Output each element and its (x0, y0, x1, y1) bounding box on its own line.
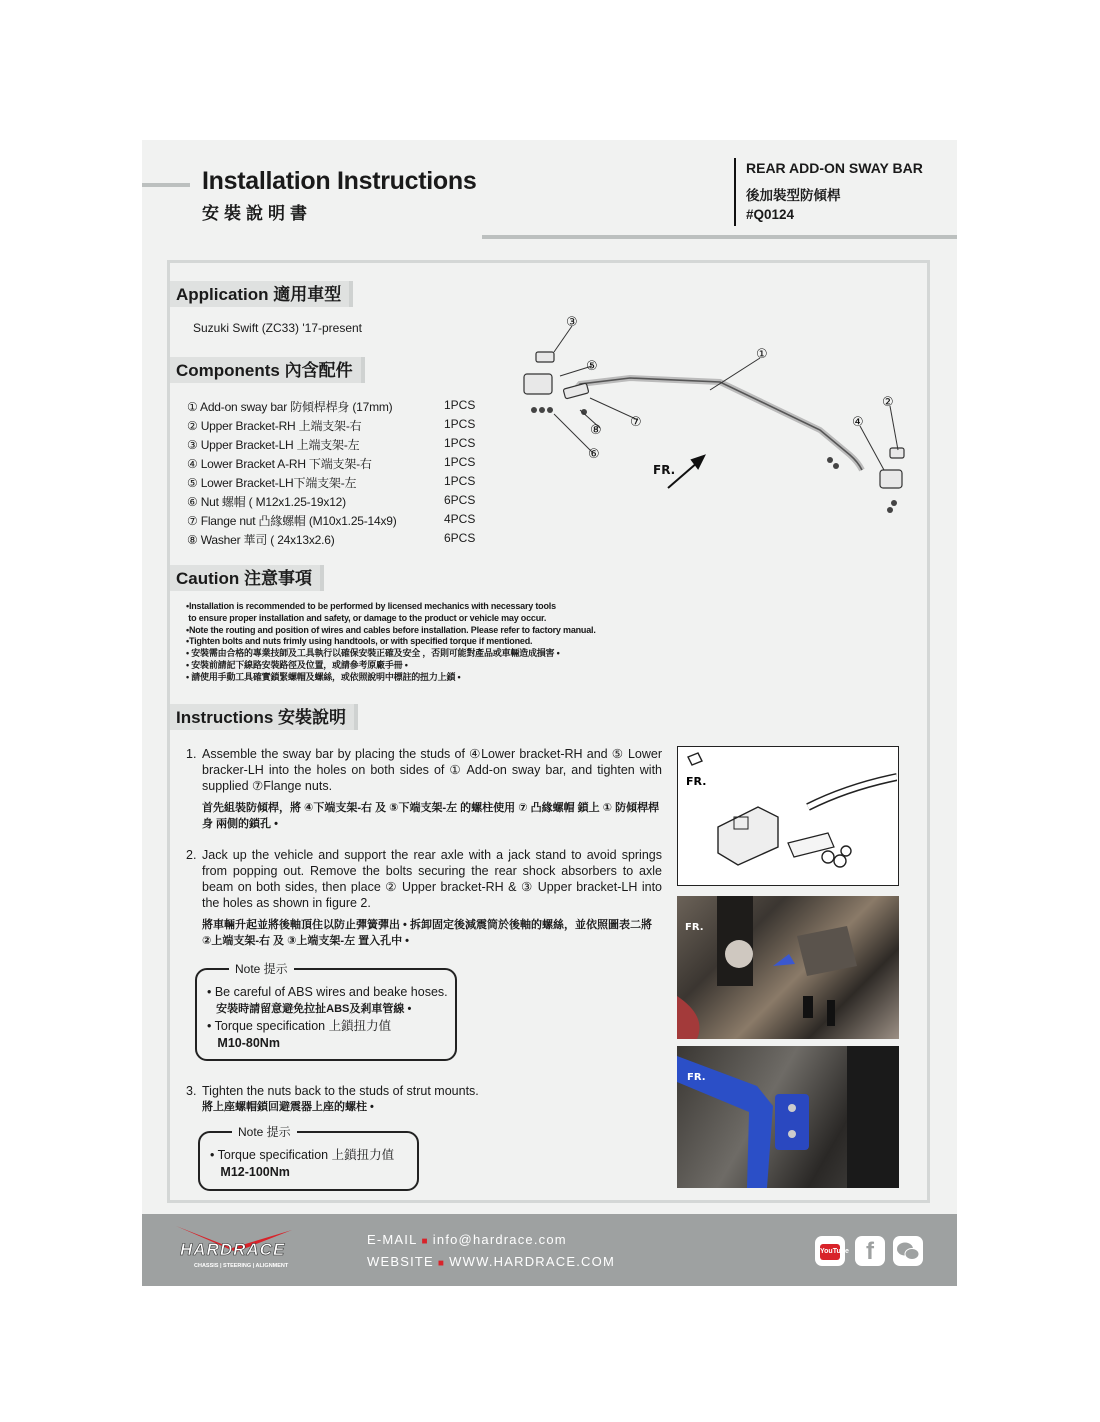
component-qty: 1PCS (444, 398, 476, 412)
component-label: ① Add-on sway bar 防傾桿桿身 (17mm) (187, 400, 393, 414)
step-2 (186, 847, 662, 949)
logo-tagline: CHASSIS | STEERING | ALIGNMENT (194, 1263, 289, 1269)
email-label: E-MAIL (367, 1232, 418, 1247)
callout-5: ⑤ (586, 359, 598, 374)
note-line: 安裝時請留意避免拉扯ABS及剎車管線 • (207, 1003, 412, 1015)
note-line: • Torque specification 上鎖扭力值 (207, 1019, 392, 1033)
note-label: Note 提示 (232, 1123, 297, 1140)
product-name: REAR ADD-ON SWAY BAR (746, 160, 923, 176)
caution-line: •Note the routing and position of wires and cables before installation. Please refer to factory manual. (186, 624, 596, 635)
component-qty: 1PCS (444, 455, 476, 469)
step-text: Assemble the sway bar by placing the studs of ④Lower bracket-RH and ⑤ Lower bracker-LH into the holes on both sides of ① Add-on sway bar, and tighten with supplied ⑦Flange nuts. (202, 747, 662, 793)
step-number: 3. (186, 1084, 197, 1098)
application-vehicle: Suzuki Swift (ZC33) '17-present (193, 321, 363, 335)
callout-6: ⑥ (588, 447, 600, 462)
caution-line: • 安裝需由合格的專業技師及工具執行以確保安裝正確及安全 ，否則可能對產品或車輛造成損害 • (186, 648, 560, 659)
callout-2: ② (882, 395, 894, 410)
component-label: ⑥ Nut 螺帽 ( M12x1.25-19x12) (187, 495, 346, 509)
callout-8: ⑧ (590, 423, 602, 438)
step-text: Jack up the vehicle and support the rear axle with a jack stand to avoid springs from popping out. Remove the bolts securing the rear shock absorbers to axle beam on both sides, then place ② Upper bracket-RH & ③ Upper bracket-LH into the holes as shown in figure 2. (202, 848, 662, 910)
component-label: ⑤ Lower Bracket-LH下端支架-左 (187, 476, 357, 490)
note-box-1 (195, 962, 457, 1061)
note-label: Note 提示 (229, 960, 294, 977)
step-number: 2. (186, 848, 197, 862)
step-text-cn: 首先組裝防傾桿，將 ④下端支架-右 及 ⑤下端支架-左 的螺柱使用 ⑦ 凸緣螺帽 鎖上 ① 防傾桿桿身 兩側的鎖孔 • (202, 802, 660, 830)
step-text-cn: 將上座螺帽鎖回避震器上座的螺柱 • (202, 1101, 374, 1113)
wechat-bubbles (893, 1236, 923, 1266)
component-qty: 6PCS (444, 493, 476, 507)
note-line: • Torque specification 上鎖扭力值 (210, 1148, 395, 1162)
facebook-icon[interactable] (855, 1236, 885, 1266)
caution-line: • 請使用手動工具確實鎖緊螺帽及螺絲，或依照說明中標註的扭力上鎖 • (186, 671, 461, 682)
figure-2-drawing (677, 896, 899, 1039)
components-heading: Components 內含配件 (170, 357, 361, 383)
footer-website-row: WEBSITE ■ WWW.HARDRACE.COM (367, 1254, 615, 1269)
product-name-cn: 後加裝型防傾桿 (746, 188, 841, 203)
component-qty: 1PCS (444, 474, 476, 488)
footer-email-row: E-MAIL ■ info@hardrace.com (367, 1232, 567, 1247)
note-box-2 (198, 1125, 419, 1191)
caution-text (186, 601, 596, 684)
note-line: M10-80Nm (207, 1036, 280, 1050)
component-label: ③ Upper Bracket-LH 上端支架-左 (187, 438, 360, 452)
wechat-icon[interactable] (893, 1236, 923, 1266)
front-label: FR. (653, 463, 676, 477)
callout-7: ⑦ (630, 415, 642, 430)
figure-3-photo (677, 1046, 899, 1188)
caution-line: to ensure proper installation and safety, or damage to the product or vehicle may occur. (186, 612, 547, 623)
note-line: • Be careful of ABS wires and beake hoses. (207, 985, 448, 999)
email-link[interactable]: info@hardrace.com (432, 1232, 567, 1247)
component-qty: 4PCS (444, 512, 476, 526)
page-title: Installation Instructions (202, 167, 477, 195)
step-1 (186, 746, 662, 832)
figure-1-drawing (678, 747, 897, 884)
application-heading: Application 適用車型 (170, 281, 349, 307)
figure-front-label: FR. (687, 1072, 706, 1083)
youtube-label: YouTube (820, 1244, 840, 1260)
note-line: M12-100Nm (210, 1165, 290, 1179)
header-rule-left (142, 183, 190, 187)
caution-line: • 安裝前請記下線路安裝路徑及位置，或請參考原廠手冊 • (186, 659, 408, 670)
facebook-label: f (866, 1238, 874, 1265)
callout-1: ① (756, 347, 768, 362)
caution-line: •Installation is recommended to be performed by licensed mechanics with necessary tools (186, 601, 556, 611)
caution-line: •Tighten bolts and nuts frimly using handtools, or with specified torque if mentioned. (186, 636, 533, 647)
figure-3-drawing (677, 1046, 899, 1188)
page-title-cn: 安裝說明書 (202, 204, 312, 223)
step-text-cn: 將車輛升起並將後軸頂住以防止彈簧彈出 • 拆卸固定後減震筒於後軸的螺絲，並依照圖表二將 ②上端支架-右 及 ③上端支架-左 置入孔中 • (202, 919, 652, 947)
component-label: ⑦ Flange nut 凸緣螺帽 (M10x1.25-14x9) (187, 514, 397, 528)
callout-3: ③ (566, 315, 578, 330)
step-3 (186, 1083, 662, 1115)
figure-2-photo (677, 896, 899, 1039)
note-body (210, 1147, 394, 1181)
component-qty: 1PCS (444, 436, 476, 450)
component-qty: 1PCS (444, 417, 476, 431)
figure-front-label: FR. (685, 922, 704, 933)
figure-1 (677, 746, 899, 886)
callout-4: ④ (852, 415, 864, 430)
website-link[interactable]: WWW.HARDRACE.COM (449, 1254, 615, 1269)
logo-brand: HARDRACE (180, 1240, 286, 1259)
product-divider (734, 158, 736, 226)
caution-heading: Caution 注意事項 (170, 565, 320, 591)
figure-front-label: FR. (686, 775, 707, 788)
note-body (207, 984, 448, 1052)
product-code: #Q0124 (746, 207, 795, 222)
website-label: WEBSITE (367, 1254, 434, 1269)
component-label: ② Upper Bracket-RH 上端支架-右 (187, 419, 362, 433)
hardrace-logo (172, 1222, 332, 1272)
component-label: ④ Lower Bracket A-RH 下端支架-右 (187, 457, 372, 471)
header-rule-right (482, 235, 957, 239)
youtube-icon[interactable] (815, 1236, 849, 1266)
component-label: ⑧ Washer 華司 ( 24x13x2.6) (187, 533, 335, 547)
step-number: 1. (186, 747, 197, 761)
parts-diagram (520, 310, 920, 540)
step-text: Tighten the nuts back to the studs of strut mounts. (202, 1084, 479, 1098)
instructions-heading: Instructions 安裝說明 (170, 704, 354, 730)
component-qty: 6PCS (444, 531, 476, 545)
